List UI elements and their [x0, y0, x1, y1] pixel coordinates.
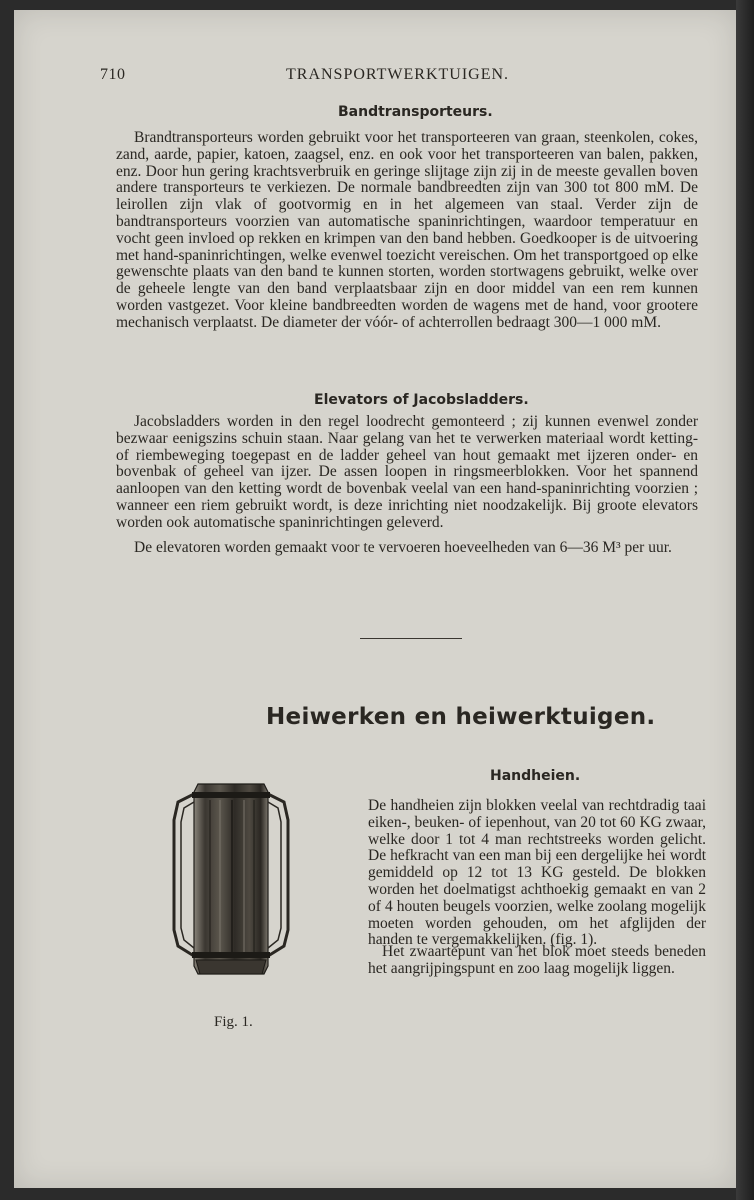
- section-title-bandtransporteurs: Bandtransporteurs.: [338, 104, 493, 120]
- figure-caption: Fig. 1.: [214, 1014, 253, 1030]
- paragraph-bandtransporteurs: Brandtransporteurs worden gebruikt voor het transporteeren van graan, steenkolen, cokes, zand, aarde, papier, katoen, zaagsel, enz. en ook voor het transporteeren van balen, pakken, enz. Door hun gering krachtsverbruik en geringe slijtage zijn zij in de meeste gevallen boven andere transporteurs te verkiezen. De normale bandbreedten zijn van 300 tot 800 mM. De leirollen zijn vlak of gootvormig en in het algemeen van staal. Verder zijn de bandtransporteurs voorzien van automatische spaninrichtingen, waardoor temperatuur en vocht geen invloed op rekken en krimpen van den band hebben. Goedkooper is de uitvoering met hand-spaninrichtingen, welke evenwel toezicht vereischen. Om het transportgoed op elke gewenschte plaats van den band te kunnen storten, worden stortwagens gebruikt, welke over de geheele lengte van den band verplaatsbaar zijn en door middel van een rem kunnen worden vastgezet. Voor kleine bandbreedten worden de wagens met de hand, voor grootere mechanisch verplaatst. De diameter der vóór- of achterrollen bedraagt 300—1 000 mM.: [116, 129, 698, 331]
- paragraph-elevators-2: De elevatoren worden gemaakt voor te vervoeren hoeveelheden van 6—36 M³ per uur.: [134, 539, 672, 556]
- paragraph-handheien-2: Het zwaartepunt van het blok moet steeds beneden het aangrijpingspunt en zoo laag mogelijk liggen.: [368, 943, 706, 977]
- page-edge: [736, 0, 754, 1200]
- section-title-handheien: Handheien.: [490, 768, 581, 784]
- section-divider: [360, 638, 462, 639]
- page-header: [100, 66, 600, 90]
- section-title-elevators: Elevators of Jacobsladders.: [314, 392, 529, 408]
- paragraph-elevators-1: Jacobsladders worden in den regel loodrecht gemonteerd ; zij kunnen evenwel zonder bezwaar eenigszins schuin staan. Naar gelang van het te verwerken materiaal wordt ketting- of riembeweging toegepast en de ladder geheel van hout gemaakt met ijzeren onder- en bovenbak of geheel van ijzer. De assen loopen in ringsmeerblokken. Voor het spannend aanloopen van den ketting wordt de bovenbak veelal van een hand-spaninrichting voorzien ; wanneer een riem gebruikt wordt, is deze inrichting niet noodzakelijk. Bij groote elevators worden ook automatische spaninrichtingen geleverd.: [116, 413, 698, 531]
- paragraph-handheien-1: De handheien zijn blokken veelal van rechtdradig taai eiken-, beuken- of iepenhout, van 20 tot 60 KG zwaar, welke door 1 tot 4 man rechtstreeks worden gelicht. De hefkracht van een man bij een dergelijke hei wordt gemiddeld op 12 tot 13 KG gesteld. De blokken worden het doelmatigst achthoekig gemaakt en van 2 of 4 houten beugels voorzien, welke zoolang mogelijk moeten worden gehouden, om het afglijden der handen te vergemakkelijken. (fig. 1).: [368, 797, 706, 949]
- page-number: 710: [100, 66, 126, 83]
- figure-hand-rammer: [170, 780, 292, 980]
- running-title: TRANSPORTWERKTUIGEN.: [286, 66, 510, 83]
- hand-rammer-illustration: [170, 780, 292, 980]
- chapter-title: Heiwerken en heiwerktuigen.: [266, 704, 656, 730]
